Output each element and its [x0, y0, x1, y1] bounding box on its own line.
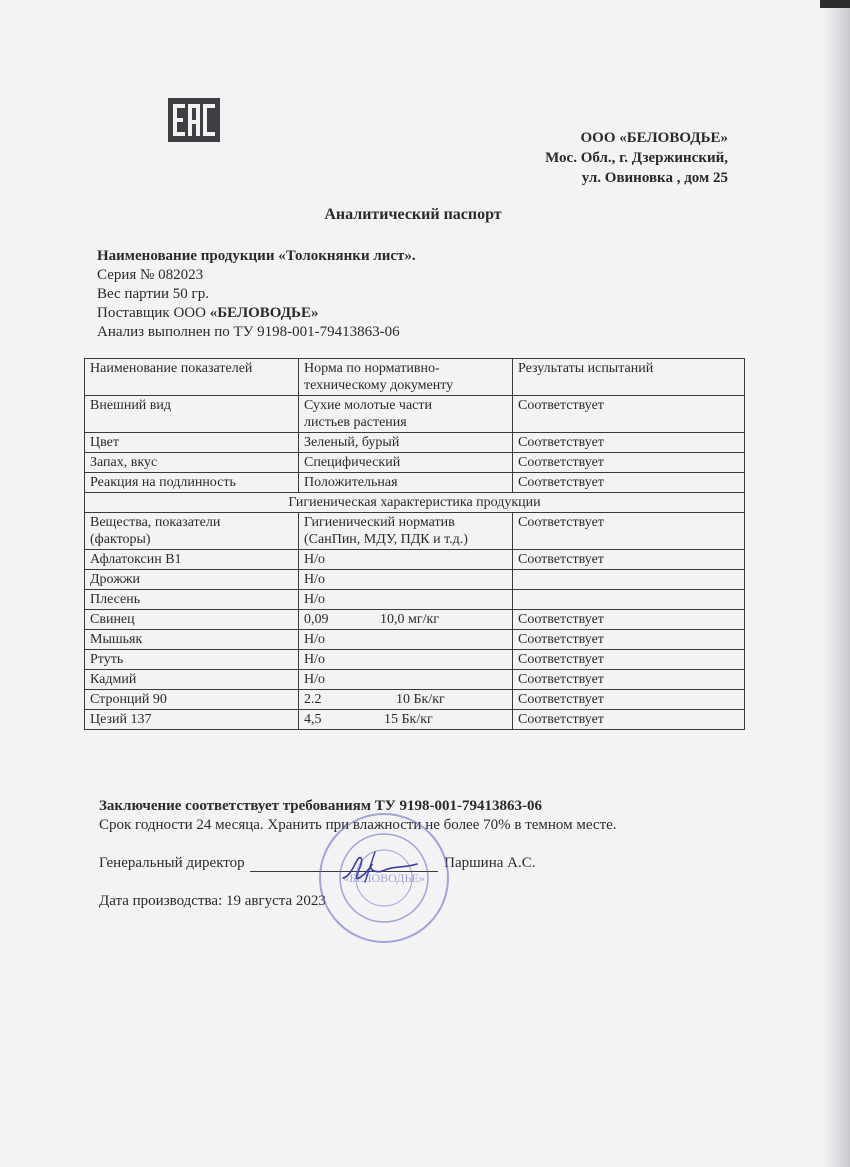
table-row [85, 690, 745, 710]
cell-result: Соответствует [513, 550, 745, 570]
cell-name: Запах, вкус [85, 453, 299, 473]
cell-name: Мышьяк [85, 630, 299, 650]
cell-result: Соответствует [513, 650, 745, 670]
cell-limit: 15 Бк/кг [384, 712, 433, 727]
table-row [85, 590, 745, 610]
cell-name: Реакция на подлинность [85, 473, 299, 493]
cell-norm-line1: Сухие молотые части [304, 398, 432, 413]
table-row [85, 433, 745, 453]
company-address-line1: Мос. Обл., г. Дзержинский, [545, 150, 728, 166]
product-info [97, 247, 416, 342]
header-norm-line1: Норма по нормативно- [304, 361, 440, 376]
cell-value: 2.2 [304, 692, 322, 707]
cell-name: Цезий 137 [85, 710, 299, 730]
cell-name: Цвет [85, 433, 299, 453]
hygiene-header-result: Соответствует [513, 513, 745, 550]
cell-norm-line2: листьев растения [304, 415, 407, 430]
hygiene-header-name [85, 513, 299, 550]
cell-result [513, 570, 745, 590]
section-title: Гигиеническая характеристика продукции [85, 493, 745, 513]
cell-name: Стронций 90 [85, 690, 299, 710]
table-row [85, 473, 745, 493]
cell-name: Плесень [85, 590, 299, 610]
header-norm-line2: техническому документу [304, 378, 454, 393]
header-results: Результаты испытаний [513, 359, 745, 396]
conclusion-line2: Срок годности 24 месяца. Хранить при влажности не более 70% в темном месте. [99, 817, 617, 833]
scan-corner [820, 0, 850, 8]
table-row [85, 396, 745, 433]
cell-name: Афлатоксин В1 [85, 550, 299, 570]
supplier [97, 304, 416, 323]
cell-norm [299, 550, 513, 570]
cell-norm: Специфический [299, 453, 513, 473]
cell-limit: 10,0 мг/кг [380, 612, 440, 627]
cell-name: Свинец [85, 610, 299, 630]
hygiene-header-norm [299, 513, 513, 550]
cell-norm [299, 690, 513, 710]
table-row [85, 670, 745, 690]
hygiene-header-name-line2: (факторы) [90, 532, 151, 547]
section-title-row [85, 493, 745, 513]
cell-name: Кадмий [85, 670, 299, 690]
cell-value: 4,5 [304, 712, 322, 727]
stamp-text: «БЕЛОВОДЬЕ» [343, 871, 425, 885]
document-title: Аналитический паспорт [324, 206, 502, 223]
table-row [85, 570, 745, 590]
cell-value: 0,09 [304, 612, 329, 627]
cell-norm [299, 590, 513, 610]
table-row [85, 710, 745, 730]
cell-result: Соответствует [513, 710, 745, 730]
signatory-role: Генеральный директор [99, 855, 245, 871]
cell-norm [299, 610, 513, 630]
cell-limit: 10 Бк/кг [396, 692, 445, 707]
cell-norm [299, 670, 513, 690]
cell-result: Соответствует [513, 670, 745, 690]
header-norm [299, 359, 513, 396]
cell-value: Н/о [304, 572, 325, 587]
table-row [85, 550, 745, 570]
cell-norm [299, 630, 513, 650]
cell-result: Соответствует [513, 396, 745, 433]
cell-norm [299, 710, 513, 730]
cell-name: Внешний вид [85, 396, 299, 433]
table-row [85, 650, 745, 670]
supplier-prefix: Поставщик ООО [97, 305, 210, 321]
cell-norm: Зеленый, бурый [299, 433, 513, 453]
table-row [85, 610, 745, 630]
cell-name: Дрожжи [85, 570, 299, 590]
table-row [85, 630, 745, 650]
hygiene-header-norm-line1: Гигиенический норматив [304, 515, 455, 530]
table-row [85, 453, 745, 473]
batch-weight: Вес партии 50 гр. [97, 286, 209, 302]
hygiene-header-row [85, 513, 745, 550]
cell-value: Н/о [304, 672, 325, 687]
company-name: ООО «БЕЛОВОДЬЕ» [580, 130, 728, 146]
signatory-name: Паршина А.С. [444, 855, 536, 871]
supplier-name: «БЕЛОВОДЬЕ» [209, 305, 319, 321]
hygiene-header-norm-line2: (СанПин, МДУ, ПДК и т.д.) [304, 532, 468, 547]
cell-value: Н/о [304, 652, 325, 667]
cell-result [513, 590, 745, 610]
cell-norm [299, 570, 513, 590]
hygiene-header-name-line1: Вещества, показатели [90, 515, 221, 530]
header-indicator: Наименование показателей [85, 359, 299, 396]
cell-norm [299, 650, 513, 670]
series-number: Серия № 082023 [97, 267, 204, 283]
cell-result: Соответствует [513, 690, 745, 710]
cell-result: Соответствует [513, 433, 745, 453]
cell-value: Н/о [304, 552, 325, 567]
cell-value: Н/о [304, 632, 325, 647]
cell-result: Соответствует [513, 630, 745, 650]
production-date: Дата производства: 19 августа 2023 [99, 893, 326, 909]
eac-logo [168, 98, 220, 142]
company-header [545, 128, 728, 188]
cell-result: Соответствует [513, 453, 745, 473]
product-name: Наименование продукции «Толокнянки лист». [97, 248, 416, 264]
cell-name: Ртуть [85, 650, 299, 670]
analysis-table [84, 358, 745, 730]
handwritten-signature [335, 848, 425, 888]
cell-value: Н/о [304, 592, 325, 607]
analysis-standard: Анализ выполнен по ТУ 9198-001-79413863-06 [97, 324, 400, 340]
cell-norm: Положительная [299, 473, 513, 493]
table-header-row [85, 359, 745, 396]
cell-norm [299, 396, 513, 433]
scan-edge [824, 0, 850, 1167]
cell-result: Соответствует [513, 473, 745, 493]
company-address-line2: ул. Овиновка , дом 25 [581, 170, 728, 186]
cell-result: Соответствует [513, 610, 745, 630]
conclusion-line1: Заключение соответствует требованиям ТУ 9198-001-79413863-06 [99, 798, 542, 814]
